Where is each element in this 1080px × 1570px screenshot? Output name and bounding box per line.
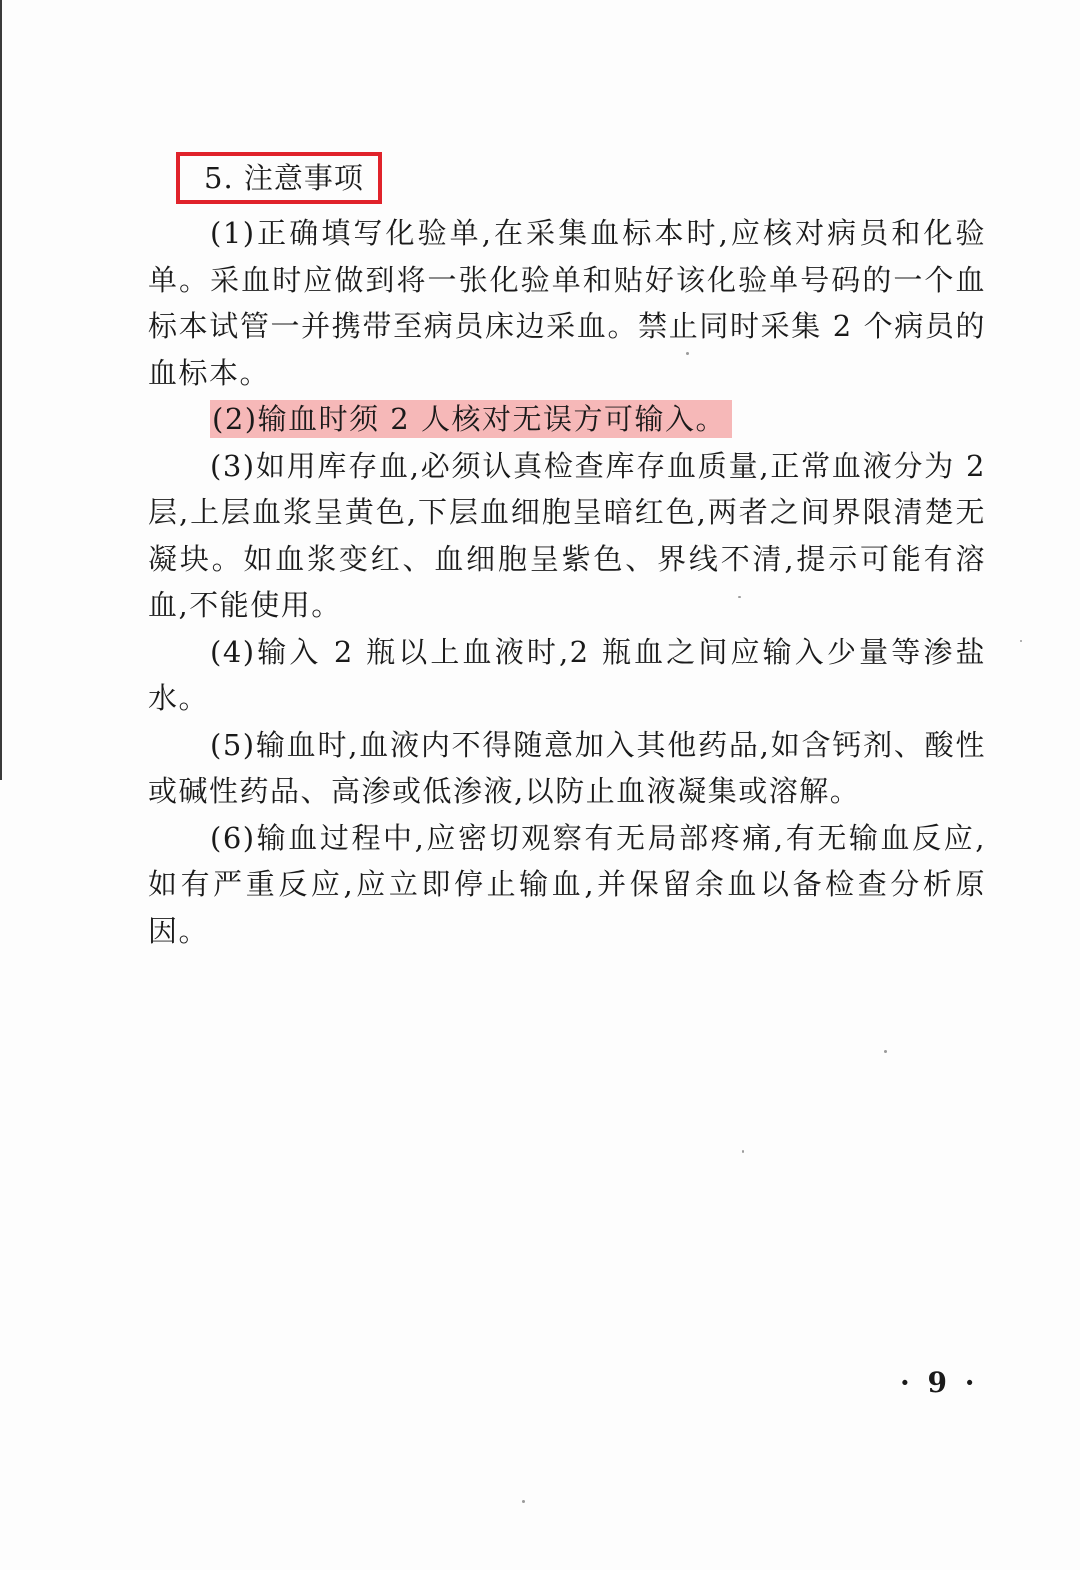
paragraph-1: (1)正确填写化验单,在采集血标本时,应核对病员和化验单。采血时应做到将一张化验单和贴好该化验单号码的一个血标本试管一并携带至病员床边采血。禁止同时采集 2 个病员的血标本。 bbox=[148, 216, 986, 390]
scan-speck bbox=[884, 1050, 887, 1053]
section-heading: 5. 注意事项 bbox=[176, 152, 382, 204]
paragraph-6: (6)输血过程中,应密切观察有无局部疼痛,有无输血反应,如有严重反应,应立即停止输血,并保留余血以备检查分析原因。 bbox=[148, 820, 986, 948]
paragraph-2 bbox=[148, 396, 986, 443]
paragraph-4: (4)输入 2 瓶以上血液时,2 瓶血之间应输入少量等渗盐水。 bbox=[148, 634, 986, 715]
page-number: · 9 · bbox=[900, 1366, 979, 1399]
paragraph-3: (3)如用库存血,必须认真检查库存血质量,正常血液分为 2 层,上层血浆呈黄色,下层血细胞呈暗红色,两者之间界限清楚无凝块。如血浆变红、血细胞呈紫色、界线不清,提示可能有溶血,不能使用。 bbox=[148, 448, 986, 622]
highlighted-text: (2)输血时须 2 人核对无误方可输入。 bbox=[210, 400, 732, 438]
scan-speck bbox=[742, 1150, 744, 1153]
page-edge-line bbox=[0, 0, 2, 780]
paragraph-5: (5)输血时,血液内不得随意加入其他药品,如含钙剂、酸性或碱性药品、高渗或低渗液,以防止血液凝集或溶解。 bbox=[148, 727, 986, 808]
scan-speck bbox=[522, 1500, 525, 1503]
section-content bbox=[148, 152, 986, 954]
scan-speck bbox=[1020, 640, 1022, 642]
scan-speck bbox=[738, 596, 741, 598]
scan-speck bbox=[686, 352, 689, 355]
